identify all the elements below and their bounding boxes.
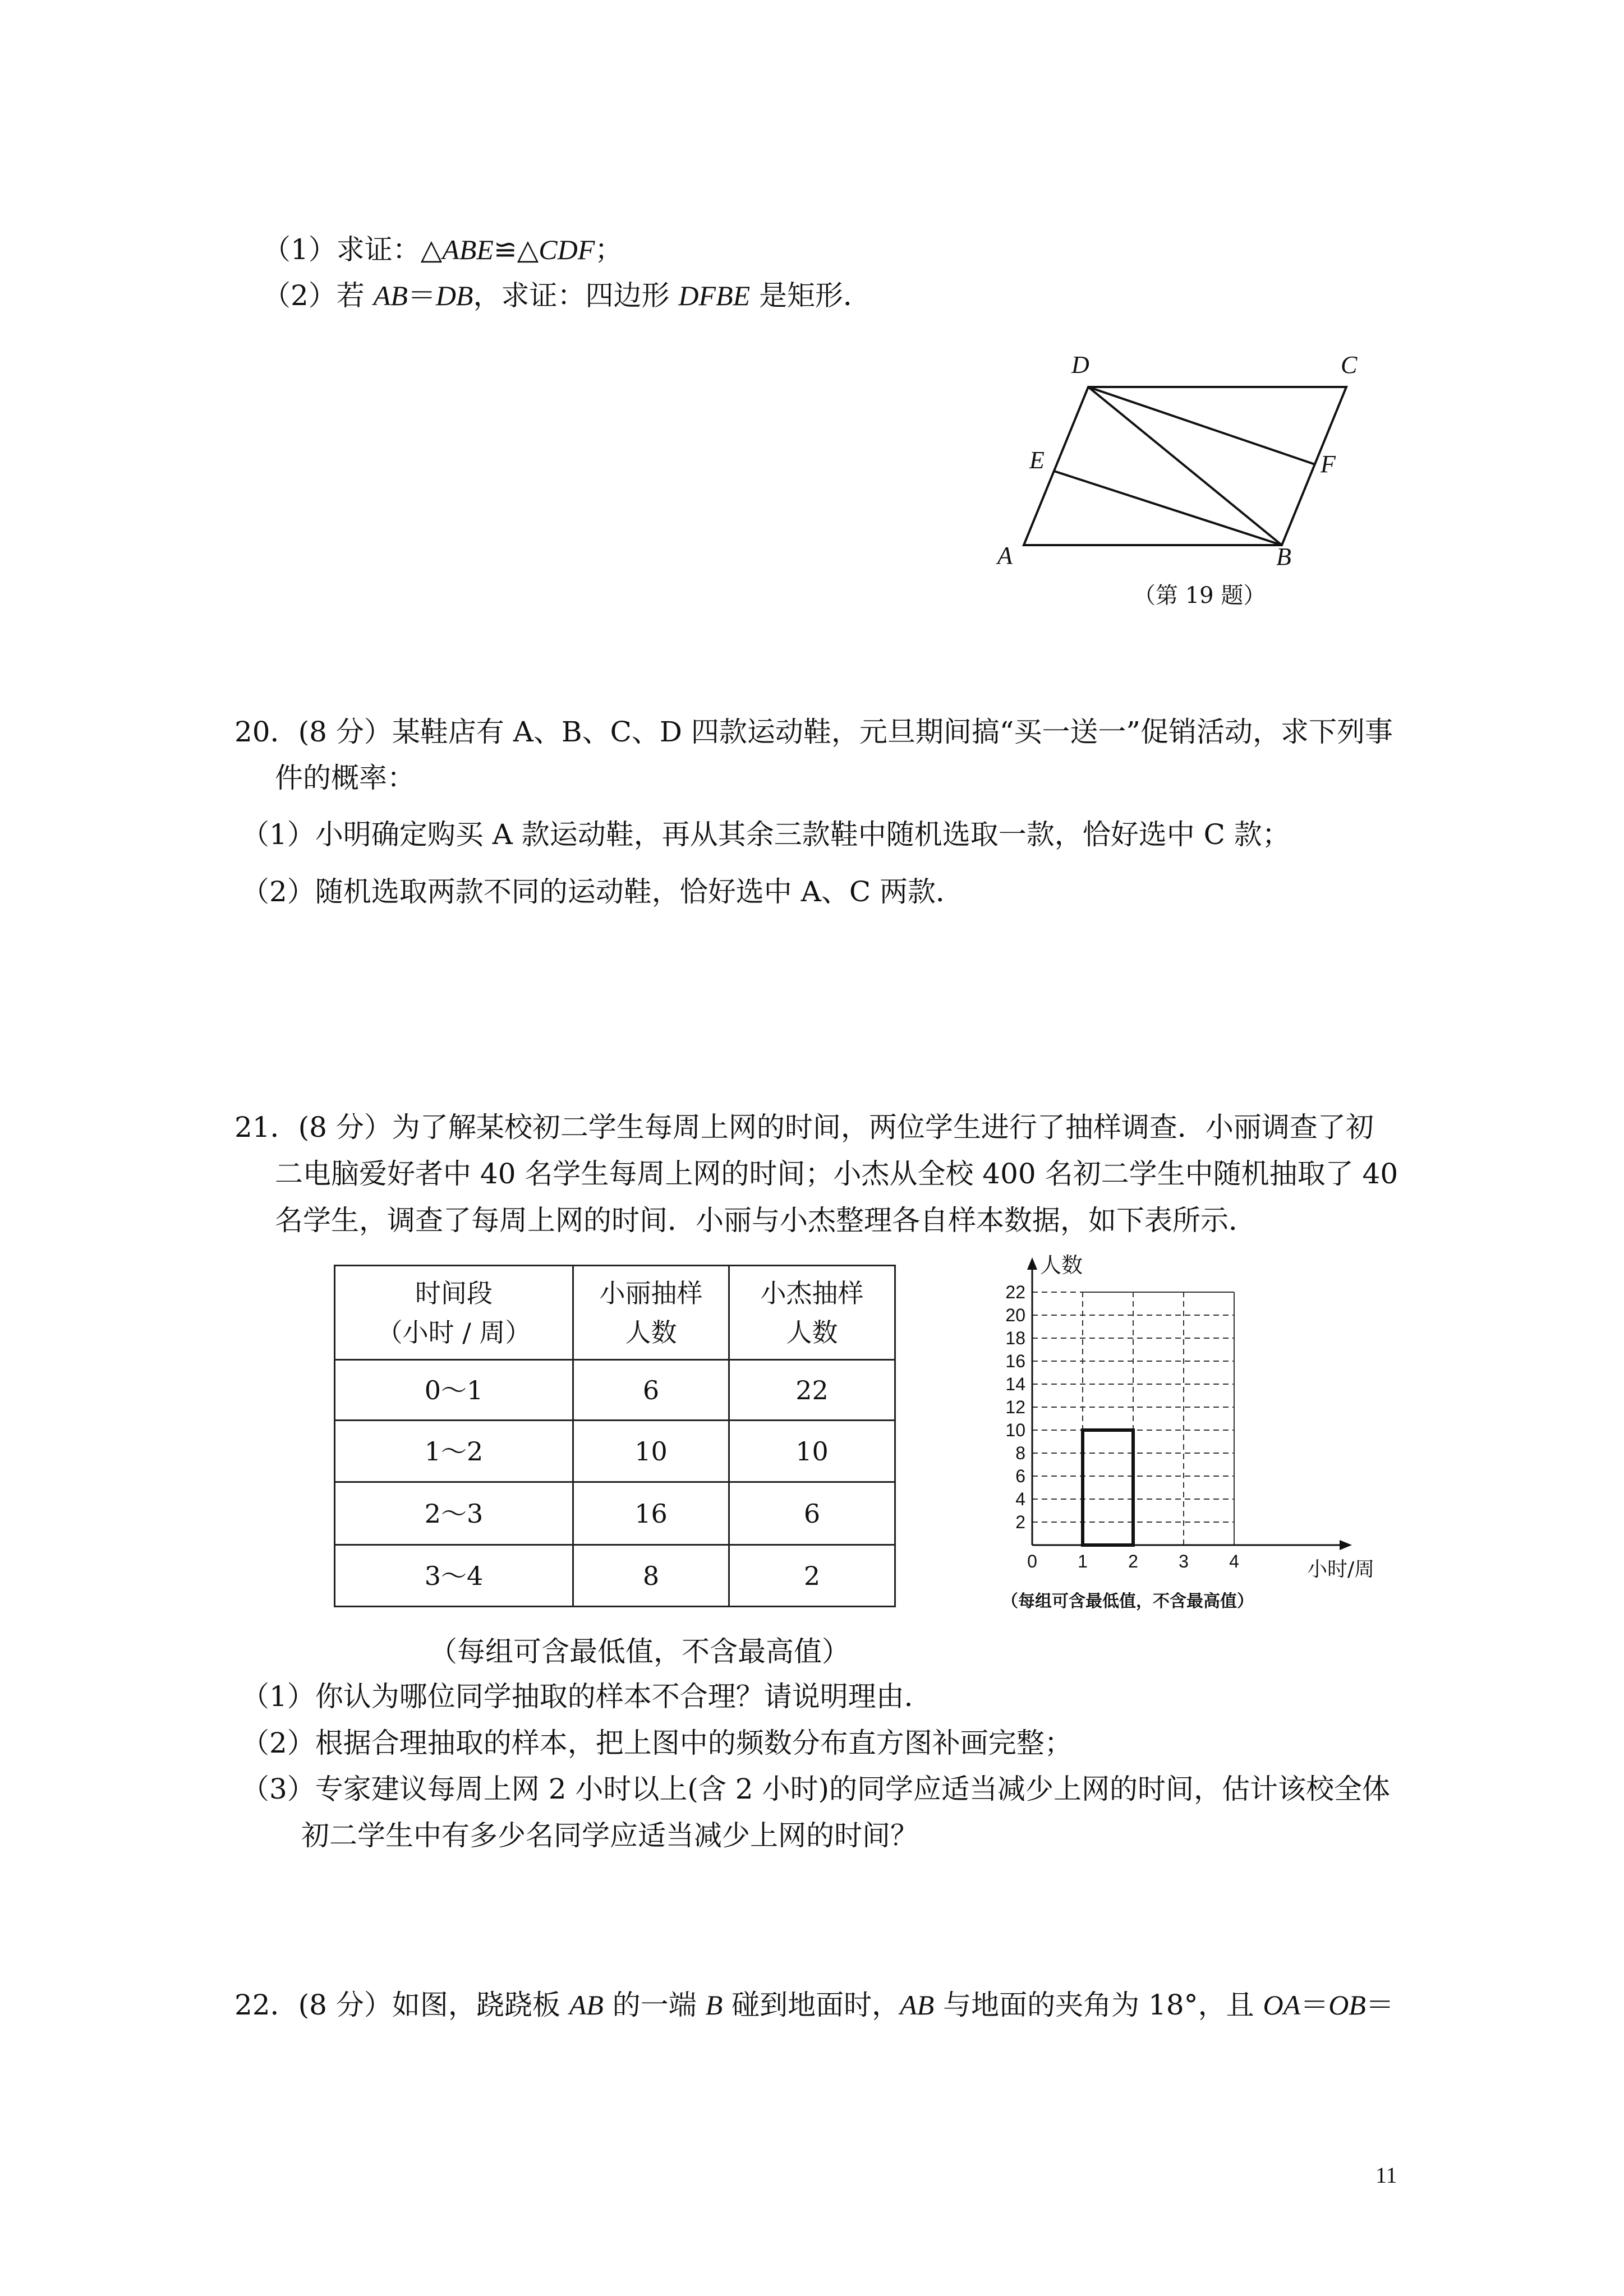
label-d: D (1071, 351, 1089, 379)
y-tick-label: 10 (1005, 1420, 1025, 1440)
histogram-bar (1083, 1430, 1133, 1545)
diagonal-db (1088, 387, 1282, 545)
label-b: B (1276, 543, 1291, 570)
q19-figure (987, 342, 1380, 667)
table-cell: 6 (729, 1482, 895, 1545)
y-tick-label: 20 (1005, 1305, 1025, 1325)
q21-line1: 21．(8 分）为了解某校初二学生每周上网的时间，两位学生进行了抽样调查．小丽调查了初 (234, 1111, 1374, 1144)
table-row (335, 1545, 895, 1607)
page-number: 11 (1375, 2163, 1397, 2188)
table-cell: 16 (573, 1482, 729, 1545)
y-tick-label: 18 (1005, 1328, 1025, 1348)
label-a: A (997, 542, 1013, 569)
y-tick-label: 4 (1015, 1489, 1025, 1509)
table-cell: 1～2 (335, 1421, 573, 1482)
q20-sub1: （1）小明确定购买 A 款运动鞋，再从其余三款鞋中随机选取一款，恰好选中 C 款； (241, 818, 1290, 851)
q20-sub2: （2）随机选取两款不同的运动鞋，恰好选中 A、C 两款． (241, 875, 964, 908)
histogram-chart (976, 1234, 1414, 1638)
q21-sub3b: 初二学生中有多少名同学应适当减少上网的时间？ (301, 1819, 918, 1852)
y-tick-label: 14 (1005, 1374, 1025, 1394)
q21-table (334, 1265, 896, 1607)
table-cell: 22 (729, 1360, 895, 1421)
table-row (335, 1360, 895, 1421)
table-cell: 2～3 (335, 1482, 573, 1545)
table-cell: 3～4 (335, 1545, 573, 1607)
x-tick-label: 1 (1078, 1551, 1088, 1571)
q21-line3: 名学生，调查了每周上网的时间．小丽与小杰整理各自样本数据，如下表所示． (275, 1204, 1257, 1237)
q21-sub2: （2）根据合理抽取的样本，把上图中的频数分布直方图补画完整； (241, 1727, 1073, 1759)
q19-part1: （1）求证：△ABE≌△CDF； (263, 233, 623, 266)
x-tick-label: 4 (1229, 1551, 1239, 1571)
x-axis-label: 小时/周 (1307, 1558, 1375, 1581)
q20-line1: 20．(8 分）某鞋店有 A、B、C、D 四款运动鞋，元旦期间搞“买一送一”促销活动，求下列事 (234, 716, 1393, 748)
table-cell: 2 (729, 1545, 895, 1607)
y-tick-label: 8 (1015, 1443, 1025, 1463)
table-cell: 0～1 (335, 1360, 573, 1421)
table-cell: 10 (573, 1421, 729, 1482)
q20-line2: 件的概率： (275, 762, 415, 794)
label-e: E (1029, 446, 1045, 474)
y-axis-arrow (1027, 1257, 1037, 1270)
x-tick-label: 3 (1179, 1551, 1189, 1571)
label-c: C (1341, 351, 1358, 379)
table-note: （每组可含最低值，不含最高值） (429, 1635, 850, 1668)
segment-df (1088, 387, 1315, 464)
q21-sub3a: （3）专家建议每周上网 2 小时以上(含 2 小时)的同学应适当减少上网的时间，估计该校全体 (241, 1773, 1391, 1805)
y-axis-label: 人数 (1040, 1253, 1083, 1278)
y-tick-label: 12 (1005, 1397, 1025, 1417)
y-tick-label: 22 (1005, 1282, 1025, 1302)
figure-19-caption: （第 19 题） (1133, 583, 1266, 608)
table-cell: 10 (729, 1421, 895, 1482)
table-row (335, 1482, 895, 1545)
table-row (335, 1421, 895, 1482)
x-tick-label: 0 (1027, 1551, 1037, 1571)
histogram-note: （每组可含最低值，不含最高值） (1001, 1592, 1254, 1611)
y-tick-label: 2 (1015, 1512, 1025, 1532)
segment-eb (1054, 471, 1282, 545)
label-f: F (1321, 450, 1336, 478)
y-tick-label: 16 (1005, 1351, 1025, 1371)
q22-line1: 22．(8 分）如图，跷跷板 AB 的一端 B 碰到地面时，AB 与地面的夹角为 18°，且 OA＝OB＝ (234, 1989, 1394, 2021)
table-cell: 8 (573, 1545, 729, 1607)
table-cell: 6 (573, 1360, 729, 1421)
header-time: 时间段 （小时 / 周） (335, 1266, 573, 1360)
x-axis-arrow (1340, 1540, 1352, 1550)
header-xiaoli: 小丽抽样 人数 (573, 1266, 729, 1360)
q21-sub1: （1）你认为哪位同学抽取的样本不合理？请说明理由． (241, 1680, 932, 1713)
q19-part2: （2）若 AB＝DB，求证：四边形 DFBE 是矩形． (263, 279, 872, 312)
x-tick-label: 2 (1128, 1551, 1138, 1571)
header-xiaojie: 小杰抽样 人数 (729, 1266, 895, 1360)
y-tick-label: 6 (1015, 1466, 1025, 1486)
q21-line2: 二电脑爱好者中 40 名学生每周上网的时间；小杰从全校 400 名初二学生中随机抽取了 40 (275, 1158, 1398, 1190)
